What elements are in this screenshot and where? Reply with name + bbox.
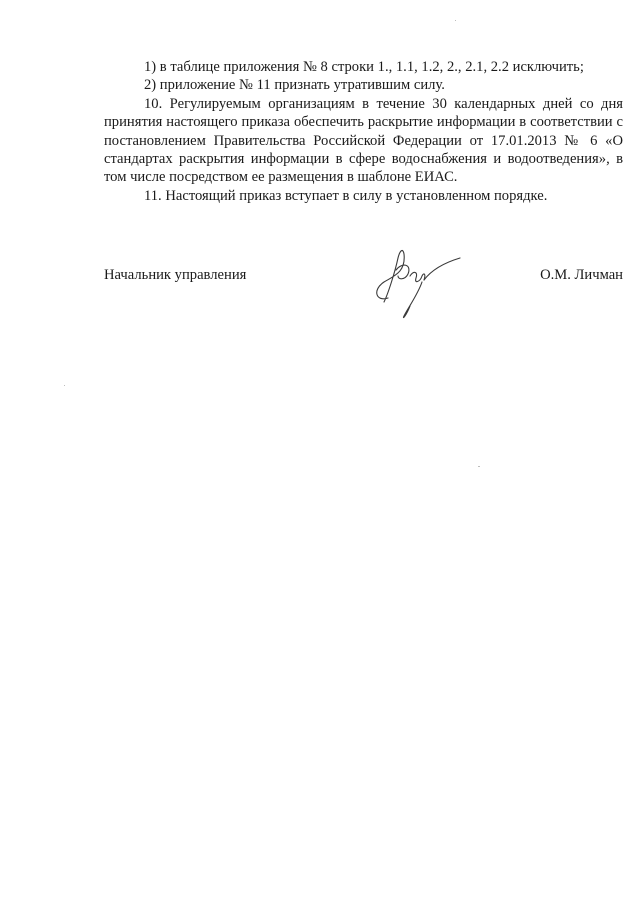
paragraph-point-11: 11. Настоящий приказ вступает в силу в установленном порядке.: [144, 187, 548, 204]
list-item-1: 1) в таблице приложения № 8 строки 1., 1.1, 1.2, 2., 2.1, 2.2 исключить;: [144, 59, 584, 75]
signatory-name: О.М. Личман: [540, 267, 623, 283]
scan-speck: [455, 20, 456, 21]
scan-speck: [64, 385, 65, 386]
signatory-position: Начальник управления: [104, 267, 247, 283]
handwritten-signature: [364, 242, 468, 320]
scan-speck: [478, 466, 480, 467]
paragraph-point-10: 10. Регулируемым организациям в течение 30 календарных дней со дня принятия настоящего приказа обеспечить раскрытие информации в соответствии с постановлением Правительства Российской Федерации от 17.01.2013 № 6 «О стандартах раскрытия информации в сфере водоснабжения и водоотведения», в том числе посредством ее размещения в шаблоне ЕИАС.: [104, 95, 623, 186]
list-item-2: 2) приложение № 11 признать утратившим силу.: [144, 77, 445, 94]
document-body: [104, 58, 623, 205]
